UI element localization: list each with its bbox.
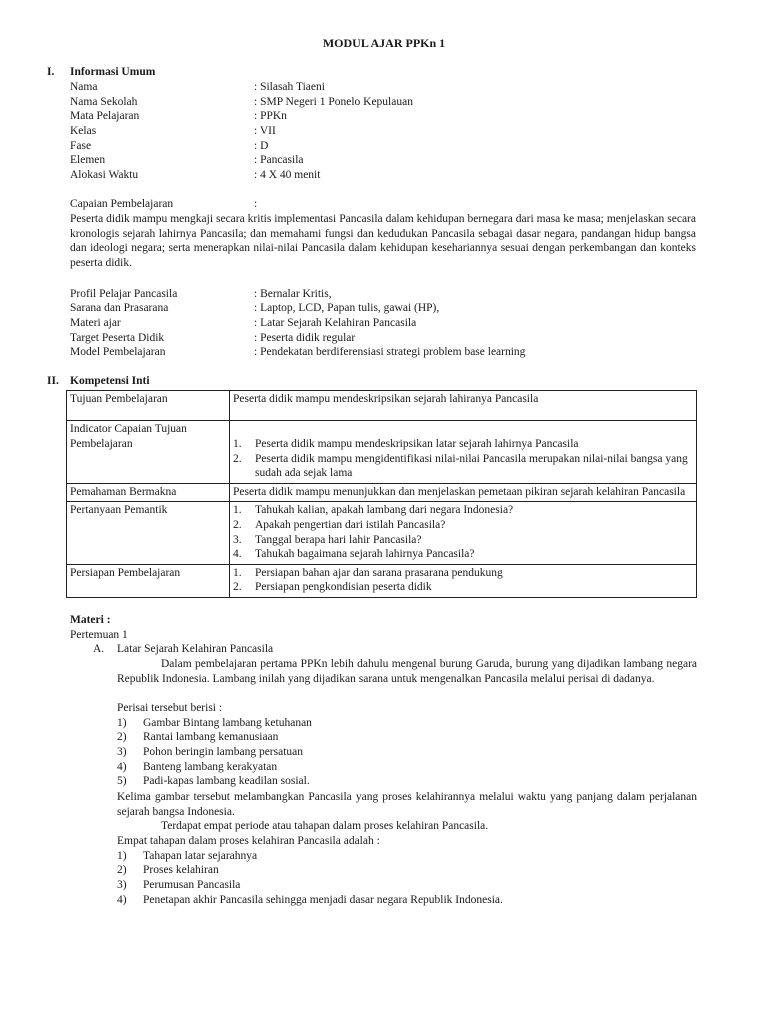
table-cell-value: Peserta didik mampu menunjukkan dan menjelaskan pemetaan pikiran sejarah kelahiran Pancasila [230, 483, 697, 502]
list-text: Gambar Bintang lambang ketuhanan [143, 717, 312, 729]
list-number: 2) [117, 731, 127, 743]
list-item [117, 878, 240, 893]
list-number: 4) [117, 894, 127, 906]
section-2-heading: Kompetensi Inti [70, 375, 150, 387]
list-item [117, 760, 277, 775]
list-number: 3) [117, 746, 127, 758]
list-number: 2) [117, 864, 127, 876]
persiapan-list [233, 566, 693, 595]
list-text: Banteng lambang kerakyatan [143, 761, 278, 773]
list-text: Persiapan bahan ajar dan sarana prasarana pendukung [255, 566, 503, 579]
section-2-number: II. [47, 375, 59, 387]
list-text: Perumusan Pancasila [143, 879, 241, 891]
table-cell-value [230, 564, 697, 597]
info-key: Model Pembelajaran [70, 346, 166, 358]
materi-paragraph-1: Dalam pembelajaran pertama PPKn lebih dahulu mengenal burung Garuda, burung yang dijadikan lambang negara Republik Indonesia. Lambang inilah yang dijadikan sarana untuk mengenalkan Pancasila melalui perisai di dadanya. [117, 658, 697, 685]
table-cell-label: Persiapan Pembelajaran [67, 564, 230, 597]
list-text: Tanggal berapa hari lahir Pancasila? [255, 533, 422, 546]
kompetensi-table [66, 390, 697, 598]
list-number: 1. [233, 504, 242, 517]
info-value: : D [254, 140, 269, 152]
info-value: : Pendekatan berdiferensiasi strategi problem base learning [254, 346, 526, 358]
list-item [233, 533, 693, 548]
info-key: Alokasi Waktu [70, 169, 139, 181]
table-row [67, 483, 697, 502]
list-item [233, 580, 693, 595]
list-item [117, 849, 257, 864]
table-row [67, 421, 697, 484]
list-item [233, 547, 693, 562]
table-row [67, 564, 697, 597]
table-cell-value [230, 502, 697, 564]
list-item [233, 566, 693, 581]
pertemuan-label: Pertemuan 1 [70, 629, 128, 641]
list-text: Apakah pengertian dari istilah Pancasila? [255, 518, 446, 531]
list-item [117, 730, 278, 745]
list-text: Padi-kapas lambang keadilan sosial. [143, 775, 310, 787]
capaian-colon: : [254, 198, 258, 210]
list-number: 5) [117, 775, 127, 787]
info-key: Fase [70, 140, 92, 152]
tahapan-intro: Empat tahapan dalam proses kelahiran Pancasila adalah : [117, 835, 380, 847]
info-key: Elemen [70, 154, 106, 166]
indikator-list [233, 437, 693, 481]
info-value: : SMP Negeri 1 Ponelo Kepulauan [254, 96, 413, 108]
list-item [233, 452, 693, 481]
list-item [117, 893, 503, 908]
list-number: 1) [117, 850, 127, 862]
list-number: 2. [233, 518, 242, 531]
list-number: 1. [233, 438, 242, 450]
list-number: 2. [233, 452, 242, 465]
info-key: Nama Sekolah [70, 96, 138, 108]
info-value: : PPKn [254, 110, 287, 122]
list-number: 1) [117, 717, 127, 729]
section-1-number: I. [47, 66, 55, 78]
list-item [233, 518, 693, 533]
list-text: Peserta didik mampu mendeskripsikan latar sejarah lahirnya Pancasila [255, 438, 579, 450]
info-value: : Silasah Tiaeni [254, 81, 325, 93]
list-text: Proses kelahiran [143, 864, 219, 876]
info-value: : 4 X 40 menit [254, 169, 321, 181]
info-key: Sarana dan Prasarana [70, 302, 169, 314]
materi-paragraph-3: Terdapat empat periode atau tahapan dalam proses kelahiran Pancasila. [161, 820, 489, 832]
list-item [117, 716, 312, 731]
info-value: : Peserta didik regular [254, 332, 356, 344]
list-number: 3. [233, 533, 242, 546]
info-value: : VII [254, 125, 276, 137]
document-title: MODUL AJAR PPKn 1 [322, 36, 446, 50]
table-cell-value: Peserta didik mampu mendeskripsikan sejarah lahiranya Pancasila [230, 391, 697, 421]
list-number: 2. [233, 581, 242, 594]
list-text: Tahukah bagaimana sejarah lahirnya Pancasila? [255, 548, 475, 561]
info-value: : Pancasila [254, 154, 304, 166]
list-number: 4. [233, 548, 242, 561]
info-key: Kelas [70, 125, 97, 137]
info-value: : Bernalar Kritis, [254, 288, 332, 300]
list-number: 4) [117, 761, 127, 773]
list-text: Penetapan akhir Pancasila sehingga menjadi dasar negara Republik Indonesia. [143, 894, 503, 906]
list-item [117, 863, 219, 878]
sub-section-letter: A. [93, 643, 105, 655]
list-text: Pohon beringin lambang persatuan [143, 746, 304, 758]
info-key: Mata Pelajaran [70, 110, 140, 122]
info-key: Profil Pelajar Pancasila [70, 288, 178, 300]
list-text: Tahukah kalian, apakah lambang dari negara Indonesia? [255, 504, 514, 517]
table-row [67, 502, 697, 564]
table-cell-label: Tujuan Pembelajaran [67, 391, 230, 421]
table-row [67, 391, 697, 421]
list-number: 3) [117, 879, 127, 891]
list-item [233, 437, 693, 452]
materi-heading: Materi : [70, 614, 111, 626]
section-1-heading: Informasi Umum [70, 66, 156, 78]
list-text: Peserta didik mampu mengidentifikasi nilai-nilai Pancasila merupakan nilai-nilai bangsa yang sudah ada sejak lama [255, 452, 688, 480]
list-item [233, 503, 693, 518]
table-cell-label: Pemahaman Bermakna [67, 483, 230, 502]
table-cell-label: Indicator Capaian Tujuan Pembelajaran [67, 421, 230, 484]
list-item [117, 745, 303, 760]
info-value: : Laptop, LCD, Papan tulis, gawai (HP), [254, 302, 440, 314]
list-text: Tahapan latar sejarahnya [143, 850, 258, 862]
info-key: Nama [70, 81, 98, 93]
table-cell-value [230, 421, 697, 484]
pertanyaan-list [233, 503, 693, 561]
sub-section-title: Latar Sejarah Kelahiran Pancasila [117, 643, 274, 655]
list-text: Rantai lambang kemanusiaan [143, 731, 279, 743]
list-item [117, 774, 310, 789]
materi-paragraph-2: Kelima gambar tersebut melambangkan Pancasila yang proses kelahirannya melalui waktu yang panjang dalam perjalanan sejarah bangsa Indonesia. [117, 791, 697, 818]
list-number: 1. [233, 566, 242, 579]
capaian-label: Capaian Pembelajaran [70, 198, 174, 210]
capaian-text: Peserta didik mampu mengkaji secara kritis implementasi Pancasila dalam kehidupan bernegara dari masa ke masa; menjelaskan secara kronologis sejarah lahirnya Pancasila; dan memahami fungsi dan kedudukan Pancasila sebagai dasar negara, pandangan hidup bangsa dan ideologi negara; serta menerapkan nilai-nilai Pancasila dalam kehidupan kesehariannya sesuai dengan perkembangan dan konteks peserta didik. [70, 213, 696, 269]
perisai-intro: Perisai tersebut berisi : [117, 702, 223, 714]
list-text: Persiapan pengkondisian peserta didik [255, 581, 432, 594]
info-key: Target Peserta Didik [70, 332, 165, 344]
info-value: : Latar Sejarah Kelahiran Pancasila [254, 317, 417, 329]
table-cell-label: Pertanyaan Pemantik [67, 502, 230, 564]
info-key: Materi ajar [70, 317, 121, 329]
